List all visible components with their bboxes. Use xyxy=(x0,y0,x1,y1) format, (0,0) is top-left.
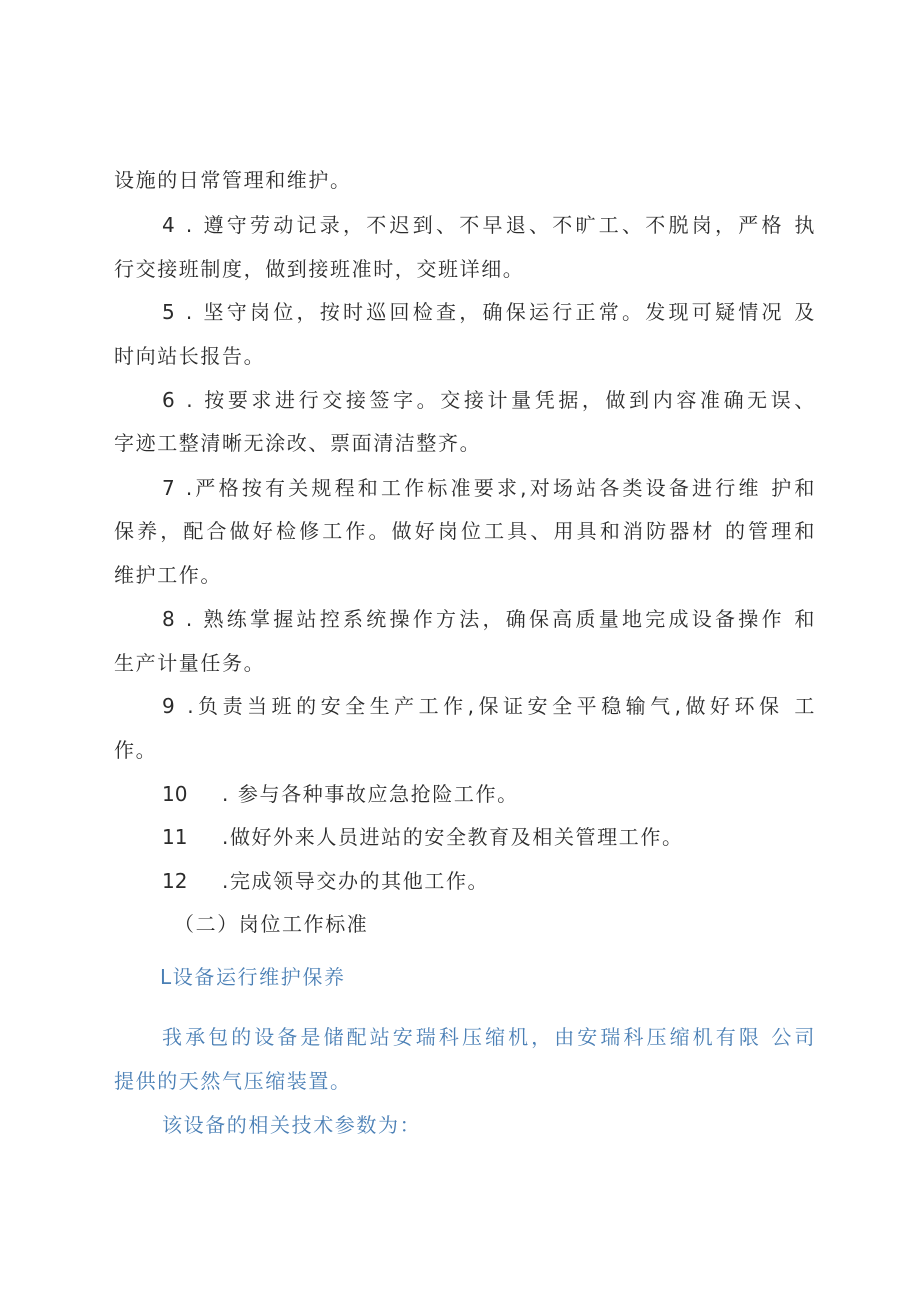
section-heading: （二）岗位工作标准 xyxy=(174,912,369,936)
item-8-line-2: 生产计量任务。 xyxy=(114,651,266,675)
subheading: L设备运行维护保养 xyxy=(160,965,346,989)
item-11-number: 11 xyxy=(162,825,188,849)
item-9-line-1: 9 .负责当班的安全生产工作,保证安全平稳输气,做好环保 工 xyxy=(162,694,816,718)
item-10-text: . 参与各种事故应急抢险工作。 xyxy=(222,782,519,806)
text-line: 设施的日常管理和维护。 xyxy=(114,168,352,192)
item-8-line-1: 8 . 熟练掌握站控系统操作方法，确保高质量地完成设备操作 和 xyxy=(162,607,816,631)
item-7-line-2: 保养，配合做好检修工作。做好岗位工具、用具和消防器材 的管理和 xyxy=(114,519,816,543)
item-7-line-1: 7 .严格按有关规程和工作标准要求,对场站各类设备进行维 护和 xyxy=(162,476,816,500)
paragraph-line-1: 我承包的设备是储配站安瑞科压缩机，由安瑞科压缩机有限 公司 xyxy=(162,1025,816,1049)
paragraph-line-2: 提供的天然气压缩装置。 xyxy=(114,1069,352,1093)
item-12-text: .完成领导交办的其他工作。 xyxy=(222,869,490,893)
item-4-line-1: 4 . 遵守劳动记录，不迟到、不早退、不旷工、不脱岗，严格 执 xyxy=(162,213,816,237)
item-10-number: 10 xyxy=(162,782,188,806)
item-9-line-2: 作。 xyxy=(114,738,158,762)
paragraph-line-3: 该设备的相关技术参数为： xyxy=(162,1113,422,1137)
item-6-line-1: 6 . 按要求进行交接签字。交接计量凭据，做到内容准确无误、 xyxy=(162,388,816,412)
item-4-line-2: 行交接班制度，做到接班准时，交班详细。 xyxy=(114,257,525,281)
item-12-number: 12 xyxy=(162,869,188,893)
item-11-text: .做好外来人员进站的安全教育及相关管理工作。 xyxy=(222,825,684,849)
item-5-line-2: 时向站长报告。 xyxy=(114,344,266,368)
item-5-line-1: 5 . 坚守岗位，按时巡回检查，确保运行正常。发现可疑情况 及 xyxy=(162,300,816,324)
item-7-line-3: 维护工作。 xyxy=(114,563,222,587)
item-6-line-2: 字迹工整清晰无涂改、票面清洁整齐。 xyxy=(114,431,482,455)
